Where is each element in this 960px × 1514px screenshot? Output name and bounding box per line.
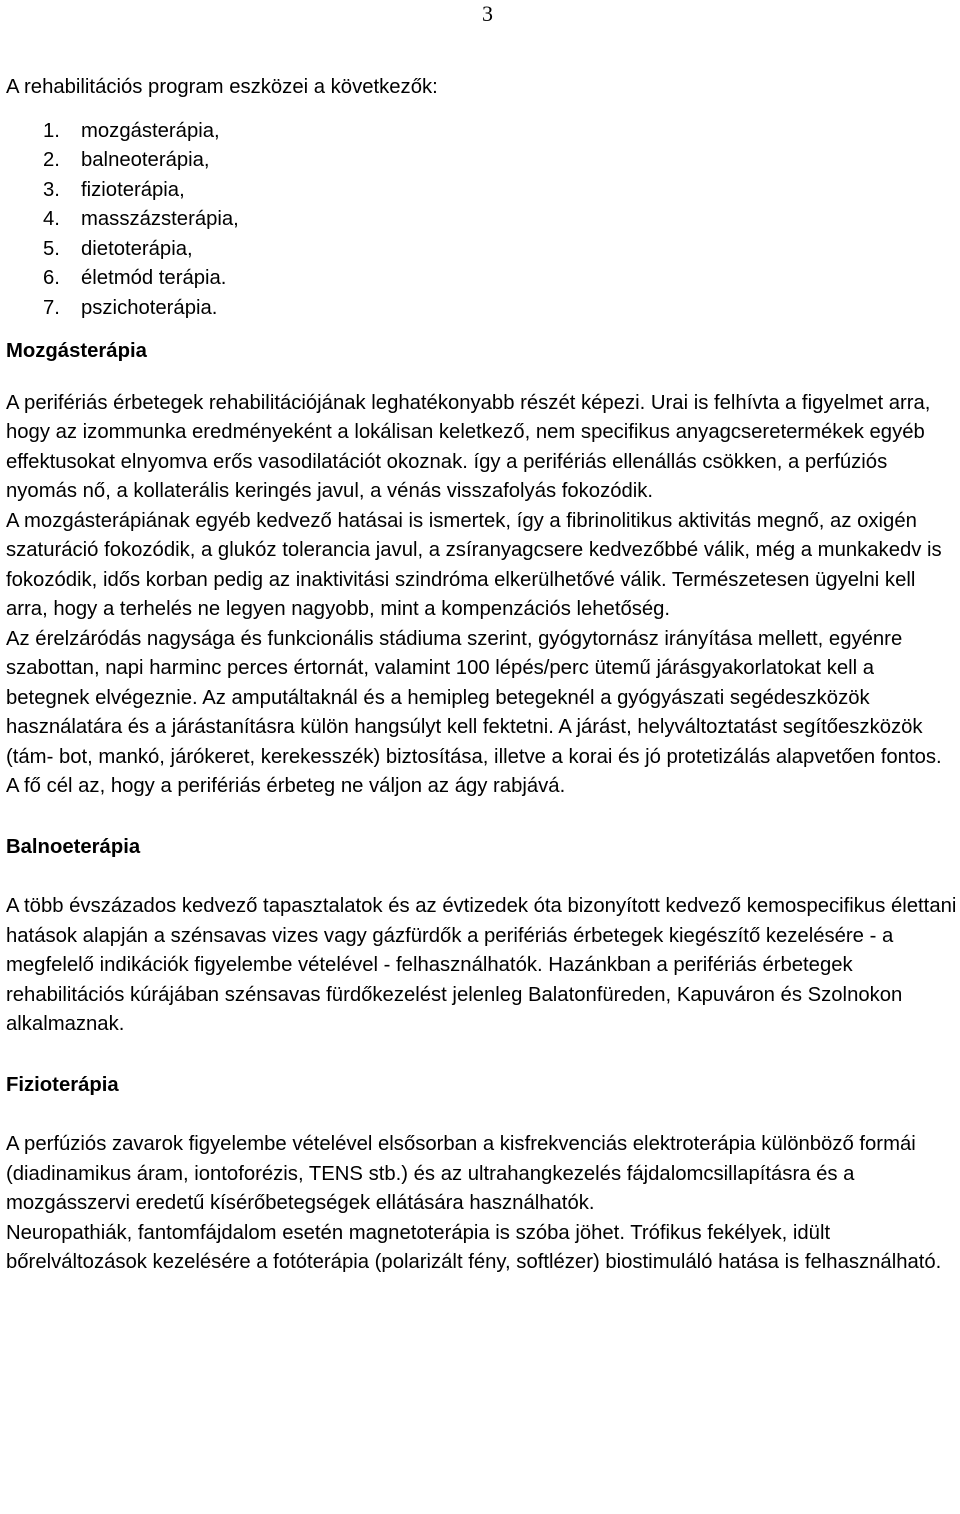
paragraph: Neuropathiák, fantomfájdalom esetén magnetoterápia is szóba jöhet. Trófikus fekélyek, idült bőrelváltozások kezelésére a fotóterápia (polarizált fény, softlézer) biostimuláló hatása is felhasználható. [6,1221,942,1273]
section-heading-balnoeterapia: Balnoeterápia [6,835,141,858]
intro-text: A rehabilitációs program eszközei a következők: [6,76,438,98]
paragraph: A perfúziós zavarok figyelembe vételével elsősorban a kisfrekvenciás elektroterápia különböző formái (diadinamikus áram, iontoforézis, TENS stb.) és az ultrahangkezelés fájdalomcsillapításra és a mozgásszervi eredetű kísérőbetegségek ellátására használhatók. [6,1133,916,1214]
section-spacer [6,862,960,892]
list-item-text: masszázsterápia, [81,208,239,230]
list-item [43,117,960,147]
section-heading-fizioterapia: Fizioterápia [6,1073,119,1096]
list-item-text: életmód terápia. [81,267,227,289]
list-item-text: dietoterápia, [81,237,193,260]
list-item-text: fizioterápia, [81,178,185,201]
section-spacer [6,1040,960,1071]
list-item-number: 6. [43,267,60,289]
paragraph: Az érelzáródás nagysága és funkcionális stádiuma szerint, gyógytornász irányítása mellett, egyénre szabottan, napi harminc perces értornát, valamint 100 lépés/perc ütemű járásgyakorlatokat kell a betegnek elvégeznie. Az amputáltaknál és a hemipleg betegeknél a gyógyászati segédeszközök használatára és a járástanításra külön hangsúlyt kell fektetni. A járást, helyváltoztatást segítőeszközök (tám- bot, mankó, járókeret, kerekesszék) biztosítása, illetve a korai és jó protetizálás alapvetően fontos. [6,627,942,768]
list-item-number: 5. [43,237,60,260]
paragraph: A több évszázados kedvező tapasztalatok és az évtizedek óta bizonyított kedvező kemospecifikus élettani hatások alapján a szénsavas vizes vagy gázfürdők a perifériás érbetegek kiegészítő kezelésére - a megfelelő indikációk figyelembe vételével - felhasználhatók. Hazánkban a perifériás érbetegek rehabilitációs kúrájában szénsavas fürdőkezelést jelenleg Balatonfüreden, Kapuváron és Szolnokon alkalmaznak. [6,895,957,1035]
list-item-number: 4. [43,208,60,230]
list-item-number: 1. [43,119,60,142]
list-item [43,294,960,324]
section-spacer [6,1100,960,1130]
section-spacer [6,802,960,833]
paragraph: A mozgásterápiának egyéb kedvező hatásai is ismertek, így a fibrinolitikus aktivitás megnő, az oxigén szaturáció fokozódik, a glukóz tolerancia javul, a zsíranyagcsere kedvezőbbé válik, még a munkakedv is fokozódik, idős korban pedig az inaktivitási szindróma elkerülhetővé válik. Természetesen ügyelni kell arra, hogy a terhelés ne legyen nagyobb, mint a kompenzációs lehetőség. [6,509,942,620]
paragraph: A fő cél az, hogy a perifériás érbeteg ne váljon az ágy rabjává. [6,775,566,797]
section-heading-mozgasterapia: Mozgásterápia [6,340,147,362]
list-item [43,205,960,235]
list-item-text: balneoterápia, [81,149,210,171]
document-body [6,73,960,1278]
list-item [43,235,960,265]
list-item-text: pszichoterápia. [81,296,218,319]
paragraph: A perifériás érbetegek rehabilitációjának leghatékonyabb részét képezi. Urai is felhívta a figyelmet arra, hogy az izommunka eredményeként a lokálisan keletkező, nem specifikus anyagcseretermékek egyéb effektusokat elnyomva erős vasodilatációt okoznak. így a perifériás ellenállás csökken, a perfúziós nyomás nő, a kollaterális keringés javul, a vénás visszafolyás fokozódik. [6,391,931,502]
list-item-number: 3. [43,178,60,201]
list-item-number: 2. [43,149,60,171]
page-number: 3 [482,1,493,26]
list-item [43,146,960,176]
list-item [43,176,960,206]
list-item [43,264,960,294]
list-item-text: mozgásterápia, [81,119,220,142]
program-list [6,117,960,324]
list-item-number: 7. [43,296,60,319]
